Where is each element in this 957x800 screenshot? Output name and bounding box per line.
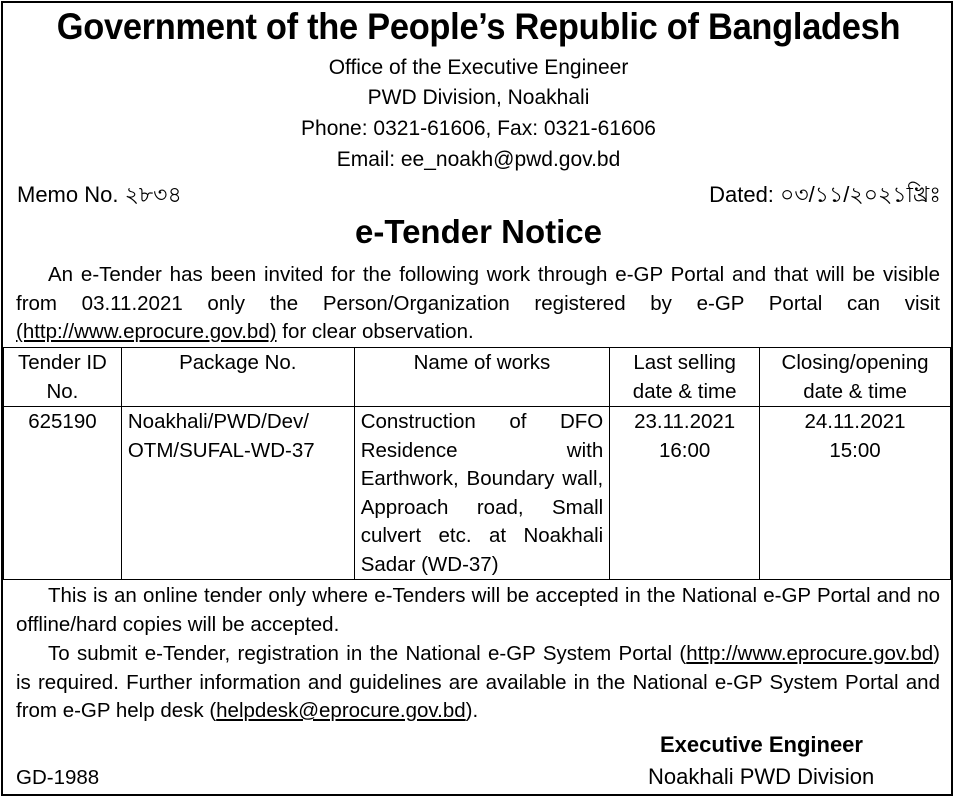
registration-tail: ) is required. Further information and guidelines are available in the National e-GP System Portal and from e-GP help desk ( bbox=[16, 642, 940, 722]
header-last-selling: Last selling date & time bbox=[610, 348, 760, 407]
table-header-row bbox=[4, 348, 951, 407]
helpdesk-email-link[interactable]: helpdesk@eprocure.gov.bd bbox=[216, 699, 466, 722]
date-value: ০৩/১১/২০২১খ্রিঃ bbox=[780, 182, 941, 207]
tender-id-cell: 625190 bbox=[4, 407, 122, 580]
header-tender-id: Tender ID No. bbox=[4, 348, 122, 407]
government-title: Government of the People’s Republic of Bangladesh bbox=[56, 6, 901, 47]
tender-table bbox=[3, 347, 951, 580]
memo-date bbox=[709, 178, 941, 215]
intro-tail: for clear observation. bbox=[276, 320, 474, 343]
signature-office: Noakhali PWD Division bbox=[648, 764, 875, 789]
memo-label: Memo No. bbox=[17, 182, 125, 207]
eprocure-link[interactable]: (http://www.eprocure.gov.bd) bbox=[16, 320, 277, 343]
last-selling-date: 23.11.2021 bbox=[634, 410, 736, 433]
package-no-cell: Noakhali/PWD/Dev/ OTM/SUFAL-WD-37 bbox=[121, 407, 354, 580]
eprocure-portal-link[interactable]: http://www.eprocure.gov.bd bbox=[686, 642, 934, 665]
intro-paragraph bbox=[16, 261, 940, 347]
helpdesk-tail: ). bbox=[465, 699, 479, 722]
notice-title: e-Tender Notice bbox=[355, 213, 602, 250]
division-name: PWD Division, Noakhali bbox=[367, 86, 590, 109]
registration-paragraph bbox=[16, 640, 940, 726]
office-email: Email: ee_noakh@pwd.gov.bd bbox=[336, 148, 621, 171]
registration-text: To submit e-Tender, registration in the National e-GP System Portal ( bbox=[48, 642, 687, 665]
date-label: Dated: bbox=[709, 182, 781, 207]
closing-time: 15:00 bbox=[829, 438, 881, 462]
work-name-cell: Construction of DFO Residence with Earthwork, Boundary wall, Approach road, Small culvert etc. at Noakhali Sadar (WD-37) bbox=[354, 407, 610, 580]
table-row bbox=[4, 407, 951, 580]
header-package-no: Package No. bbox=[121, 348, 354, 407]
memo-value: ২৮৩৪ bbox=[124, 182, 182, 207]
gd-number: GD-1988 bbox=[16, 766, 100, 789]
header-name-of-works: Name of works bbox=[354, 348, 610, 407]
memo-number bbox=[17, 178, 182, 215]
online-note: This is an online tender only where e-Tenders will be accepted in the National e-GP Portal and no offline/hard copies will be accepted. bbox=[16, 584, 940, 636]
phone-fax: Phone: 0321-61606, Fax: 0321-61606 bbox=[301, 117, 656, 140]
office-name: Office of the Executive Engineer bbox=[328, 56, 629, 79]
closing-cell bbox=[760, 407, 951, 580]
last-selling-cell bbox=[610, 407, 760, 580]
signature-title: Executive Engineer bbox=[660, 732, 863, 757]
intro-text: An e-Tender has been invited for the following work through e-GP Portal and that will be visible from 03.11.2021 only the Person/Organization registered by e-GP Portal can visit bbox=[16, 263, 940, 315]
header-closing-opening: Closing/opening date & time bbox=[760, 348, 951, 407]
last-selling-time: 16:00 bbox=[658, 438, 711, 462]
closing-date: 24.11.2021 bbox=[804, 410, 906, 433]
